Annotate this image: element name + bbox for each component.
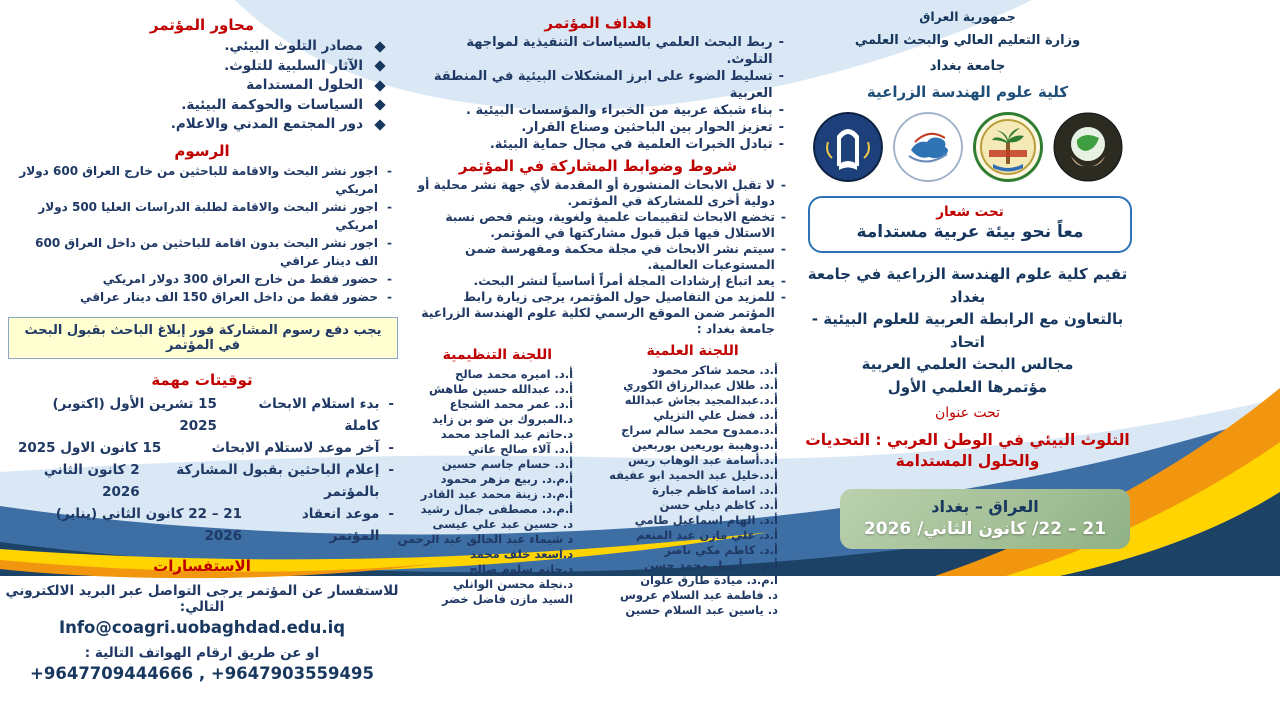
fees-title: الرسوم bbox=[174, 141, 230, 160]
committee-member: أ.د.أسامة عبد الوهاب ريس bbox=[628, 453, 778, 467]
committee-member: أ.د. كاظم ديلي حسن bbox=[659, 498, 778, 512]
condition-item bbox=[414, 241, 786, 273]
objectives-title: اهداف المؤتمر bbox=[544, 14, 652, 32]
topic-item bbox=[4, 37, 384, 57]
scientific-committee-list bbox=[597, 363, 788, 618]
conference-title-line2: والحلول المستدامة bbox=[895, 452, 1040, 470]
topics-title: محاور المؤتمر bbox=[149, 16, 255, 34]
committee-member: أ.د. علي مازن عبد المنعم bbox=[635, 528, 778, 542]
university-line: جامعة بغداد bbox=[929, 58, 1006, 74]
dash-bullet-icon: - bbox=[778, 69, 784, 84]
dash-bullet-icon: - bbox=[778, 103, 784, 118]
committee-member: د.حاتم عبد الماجد محمد bbox=[440, 427, 574, 441]
committee-member: أ.د. اسامة كاظم جبارة bbox=[652, 483, 778, 497]
ministry-line: وزارة التعليم العالي والبحث العلمي bbox=[854, 33, 1081, 48]
dash-bullet-icon: - bbox=[388, 461, 394, 478]
timing-label: إعلام الباحثين بقبول المشاركة بالمؤتمر bbox=[176, 461, 380, 500]
objective-item bbox=[416, 136, 784, 153]
committee-member: أ.د. فضل علي التزيلي bbox=[653, 408, 778, 422]
objective-text: تعزيز الحوار بين الباحثين وصناع القرار. bbox=[521, 120, 773, 135]
topic-item bbox=[4, 57, 384, 77]
topic-text: مصادر التلوث البيئي. bbox=[224, 38, 363, 54]
topic-item bbox=[4, 96, 384, 116]
dash-bullet-icon: - bbox=[778, 35, 784, 50]
panel-topics-fees bbox=[4, 0, 400, 683]
committee-member: أ.د.ممدوح محمد سالم سراج bbox=[621, 423, 778, 437]
timing-item bbox=[18, 437, 394, 459]
timings-list bbox=[4, 393, 400, 547]
committee-member: أ.د. كاظم مكي ناصر bbox=[664, 543, 778, 557]
intro-line: مؤتمرها العلمي الأول bbox=[887, 377, 1048, 396]
diamond-bullet-icon bbox=[374, 41, 385, 52]
fee-text: اجور نشر البحث والاقامة للباحثين من خارج العراق 600 دولار امريكي bbox=[19, 163, 379, 196]
conditions-title: شروط وضوابط المشاركة في المؤتمر bbox=[458, 157, 738, 175]
intro-line: تقيم كلية علوم الهندسة الزراعية في جامعة بغداد bbox=[807, 265, 1128, 306]
inquiries-email-label: للاستفسار عن المؤتمر يرجى التواصل عبر البريد الالكتروني التالي: bbox=[5, 582, 399, 615]
committee-member: أ.د. اميره محمد صالح bbox=[455, 367, 574, 381]
panel-objectives-committees bbox=[397, 0, 788, 618]
committee-member: أ.د. آلاء صالح عاتي bbox=[467, 442, 574, 456]
dash-bullet-icon: - bbox=[780, 178, 786, 192]
committee-member: أ.د.عبدالمجيد بجاش عبدالله bbox=[624, 393, 778, 407]
organizing-committee bbox=[398, 343, 598, 618]
fee-text: اجور نشر البحث بدون اقامة للباحثين من داخل العراق 600 الف دينار عراقي bbox=[35, 235, 379, 268]
dash-bullet-icon: - bbox=[780, 242, 786, 256]
objective-item bbox=[416, 34, 784, 68]
organizing-committee-title: اللجنة التنظيمية bbox=[442, 347, 553, 363]
fee-text: اجور نشر البحث والاقامة لطلبة الدراسات العليا 500 دولار امريكي bbox=[38, 199, 379, 232]
venue-date: 21 – 22/ كانون الثاني/ 2026 bbox=[863, 519, 1107, 539]
venue-location: العراق – بغداد bbox=[931, 497, 1039, 516]
committee-member: د. حسين عبد علي عيسى bbox=[432, 517, 574, 531]
timing-date: 15 تشرين الأول (اكتوبر) 2025 bbox=[52, 395, 217, 434]
committee-member: أ.د. حسام جاسم حسين bbox=[441, 457, 574, 471]
objective-item bbox=[416, 68, 784, 102]
timing-date: 21 – 22 كانون الثاني (يناير) 2026 bbox=[55, 505, 243, 544]
committee-member: أ.د.خليل عبد الحميد ابو عفيفه bbox=[609, 468, 778, 482]
logos-row bbox=[795, 112, 1140, 182]
committee-member: د. فاطمة عبد السلام عروس bbox=[620, 588, 778, 602]
dash-bullet-icon: - bbox=[387, 271, 392, 286]
timing-label: آخر موعد لاستلام الابحاث bbox=[211, 439, 380, 456]
committee-member: أ.م.د. ربيع مزهر محمود bbox=[440, 472, 574, 486]
intro-line: بالتعاون مع الرابطة العربية للعلوم البيئية - اتحاد bbox=[811, 310, 1124, 351]
diamond-bullet-icon bbox=[374, 119, 385, 130]
diamond-bullet-icon bbox=[374, 61, 385, 72]
inquiries-phone-label: او عن طريق ارقام الهواتف التالية : bbox=[84, 644, 320, 661]
condition-text: لا تقبل الابحاث المنشورة أو المقدمة لأي جهة نشر محلية أو دولية أخرى للمشاركة في المؤتمر. bbox=[417, 178, 775, 208]
committee-member: أ.م.د. أسيل محمد حسن bbox=[644, 558, 778, 572]
conditions-list bbox=[408, 177, 788, 337]
slogan-text: معاً نحو بيئة عربية مستدامة bbox=[856, 222, 1084, 242]
topics-list bbox=[4, 37, 400, 135]
inquiries-email: Info@coagri.uobaghdad.edu.iq bbox=[58, 617, 346, 637]
objective-item bbox=[416, 102, 784, 119]
fee-item bbox=[10, 198, 392, 234]
dash-bullet-icon: - bbox=[387, 163, 392, 178]
condition-item bbox=[414, 209, 786, 241]
objective-text: تسليط الضوء على ابرز المشكلات البيئية في المنطقة العربية bbox=[433, 69, 773, 101]
fee-item bbox=[10, 270, 392, 288]
committee-member: د.المبروك بن ضو بن زايد bbox=[432, 412, 574, 426]
college-line: كلية علوم الهندسة الزراعية bbox=[866, 83, 1069, 101]
timing-label: موعد انعقاد المؤتمر bbox=[301, 505, 380, 544]
objective-text: ربط البحث العلمي بالسياسات التنفيذية لمواجهة التلوث. bbox=[466, 35, 773, 67]
panel-cover bbox=[795, 0, 1140, 549]
topic-item bbox=[4, 115, 384, 135]
conference-title bbox=[801, 430, 1134, 472]
committee-member: أ.د. الهام اسماعيل طامي bbox=[634, 513, 778, 527]
dash-bullet-icon: - bbox=[388, 505, 394, 522]
scientific-committee bbox=[597, 343, 788, 618]
objective-item bbox=[416, 119, 784, 136]
diamond-bullet-icon bbox=[374, 100, 385, 111]
condition-text: تخضع الابحاث لتقييمات علمية ولغوية، ويتم فحص نسبة الاستلال فيها قبل قبول مشاركتها في المؤتمر. bbox=[445, 210, 775, 240]
conference-intro bbox=[795, 263, 1140, 398]
topic-text: الآثار السلبية للتلوث. bbox=[224, 57, 363, 74]
condition-item bbox=[414, 177, 786, 209]
dash-bullet-icon: - bbox=[780, 290, 786, 304]
committee-member: أ.د.وهيبة بوريعين بوربعين bbox=[631, 438, 778, 452]
committees-section bbox=[397, 343, 788, 618]
organizing-committee-list bbox=[398, 367, 598, 607]
conference-title-line1: التلوث البيئي في الوطن العربي : التحديات bbox=[805, 431, 1130, 449]
condition-text: سيتم نشر الابحاث في مجلة محكمة ومفهرسة ضمن المستوعبات العالمية. bbox=[465, 242, 775, 272]
committee-member: د. ياسين عبد السلام حسين bbox=[625, 603, 778, 617]
committee-member: أ.م.د. ميادة طارق علوان bbox=[640, 573, 778, 587]
diamond-bullet-icon bbox=[374, 80, 385, 91]
university-of-baghdad-logo bbox=[813, 112, 883, 182]
fee-text: حضور فقط من خارج العراق 300 دولار امريكي bbox=[102, 271, 379, 286]
timing-label: بدء استلام الابحاث كاملة bbox=[258, 395, 380, 434]
fees-list bbox=[4, 162, 400, 306]
fee-text: حضور فقط من داخل العراق 150 الف دينار عراقي bbox=[80, 289, 379, 304]
timing-date: 15 كانون الاول 2025 bbox=[18, 439, 162, 456]
committee-member: د.اسعد خلف محمد bbox=[470, 547, 574, 561]
objectives-list bbox=[408, 34, 788, 153]
dash-bullet-icon: - bbox=[780, 274, 786, 288]
committee-member: أ.م.د. زينة محمد عبد القادر bbox=[420, 487, 574, 501]
slogan-box bbox=[808, 196, 1132, 253]
committee-member: السيد مازن فاضل خضر bbox=[441, 592, 574, 606]
committee-member: د.نجلة محسن الوانلي bbox=[453, 577, 574, 591]
scientific-committee-title: اللجنة العلمية bbox=[646, 343, 739, 359]
dash-bullet-icon: - bbox=[387, 289, 392, 304]
dash-bullet-icon: - bbox=[387, 199, 392, 214]
timings-title: توقيتات مهمة bbox=[151, 370, 253, 389]
dash-bullet-icon: - bbox=[778, 120, 784, 135]
topic-text: الحلول المستدامة bbox=[246, 77, 363, 93]
timing-item bbox=[18, 393, 394, 437]
country-line: جمهورية العراق bbox=[919, 9, 1016, 24]
committee-member: أ.د. طلال عبدالرزاق الكوري bbox=[623, 378, 778, 392]
hands-holding-globe-logo bbox=[1053, 112, 1123, 182]
topic-text: السياسات والحوكمة البيئية. bbox=[181, 96, 363, 113]
condition-item bbox=[414, 289, 786, 337]
intro-line: مجالس البحث العلمي العربية bbox=[861, 355, 1074, 373]
fee-item bbox=[10, 162, 392, 198]
committee-member: د شيماء عبد الخالق عبد الرحمن bbox=[397, 532, 574, 546]
agriculture-college-palm-logo bbox=[973, 112, 1043, 182]
dash-bullet-icon: - bbox=[780, 210, 786, 224]
committee-member: أ.م.د. مصطفى جمال رشيد bbox=[420, 502, 574, 516]
topic-item bbox=[4, 76, 384, 96]
under-title-label: تحت عنوان bbox=[934, 405, 1001, 421]
arab-science-councils-map-logo bbox=[893, 112, 963, 182]
committee-member: أ.د. محمد شاكر محمود bbox=[651, 363, 778, 377]
committee-member: د.حاتم سلوم صالح bbox=[469, 562, 574, 576]
dash-bullet-icon: - bbox=[388, 395, 394, 412]
objective-text: بناء شبكة عربية من الخبراء والمؤسسات البيئية . bbox=[466, 103, 773, 118]
timing-date: 2 كانون الثاني 2026 bbox=[43, 461, 140, 500]
committee-member: أ.د. عبدالله حسين طاهش bbox=[428, 382, 574, 396]
condition-text: للمزيد من التفاصيل حول المؤتمر، يرجى زيارة رابط المؤتمر ضمن الموقع الرسمي لكلية علوم الهندسة الزراعية جامعة بغداد : bbox=[421, 290, 775, 336]
condition-text: يعد اتباع إرشادات المجلة أمراً أساسياً لنشر البحث. bbox=[473, 274, 775, 288]
slogan-label: تحت شعار bbox=[936, 204, 1004, 220]
dash-bullet-icon: - bbox=[387, 235, 392, 250]
condition-item bbox=[414, 273, 786, 289]
inquiries-title: الاستفسارات bbox=[153, 556, 251, 575]
dash-bullet-icon: - bbox=[778, 137, 784, 152]
objective-text: تبادل الخبرات العلمية في مجال حماية البيئة. bbox=[489, 137, 773, 152]
timing-item bbox=[18, 459, 394, 503]
dash-bullet-icon: - bbox=[388, 439, 394, 456]
fee-item bbox=[10, 288, 392, 306]
timing-item bbox=[18, 503, 394, 547]
committee-member: أ.د. عمر محمد الشجاع bbox=[449, 397, 574, 411]
inquiries-phones: +9647709444666 , +9647903559495 bbox=[30, 663, 374, 683]
payment-notice: يجب دفع رسوم المشاركة فور إبلاغ الباحث بقبول البحث في المؤتمر bbox=[8, 317, 398, 359]
venue-box bbox=[840, 489, 1130, 549]
fee-item bbox=[10, 234, 392, 270]
topic-text: دور المجتمع المدني والاعلام. bbox=[170, 116, 363, 132]
